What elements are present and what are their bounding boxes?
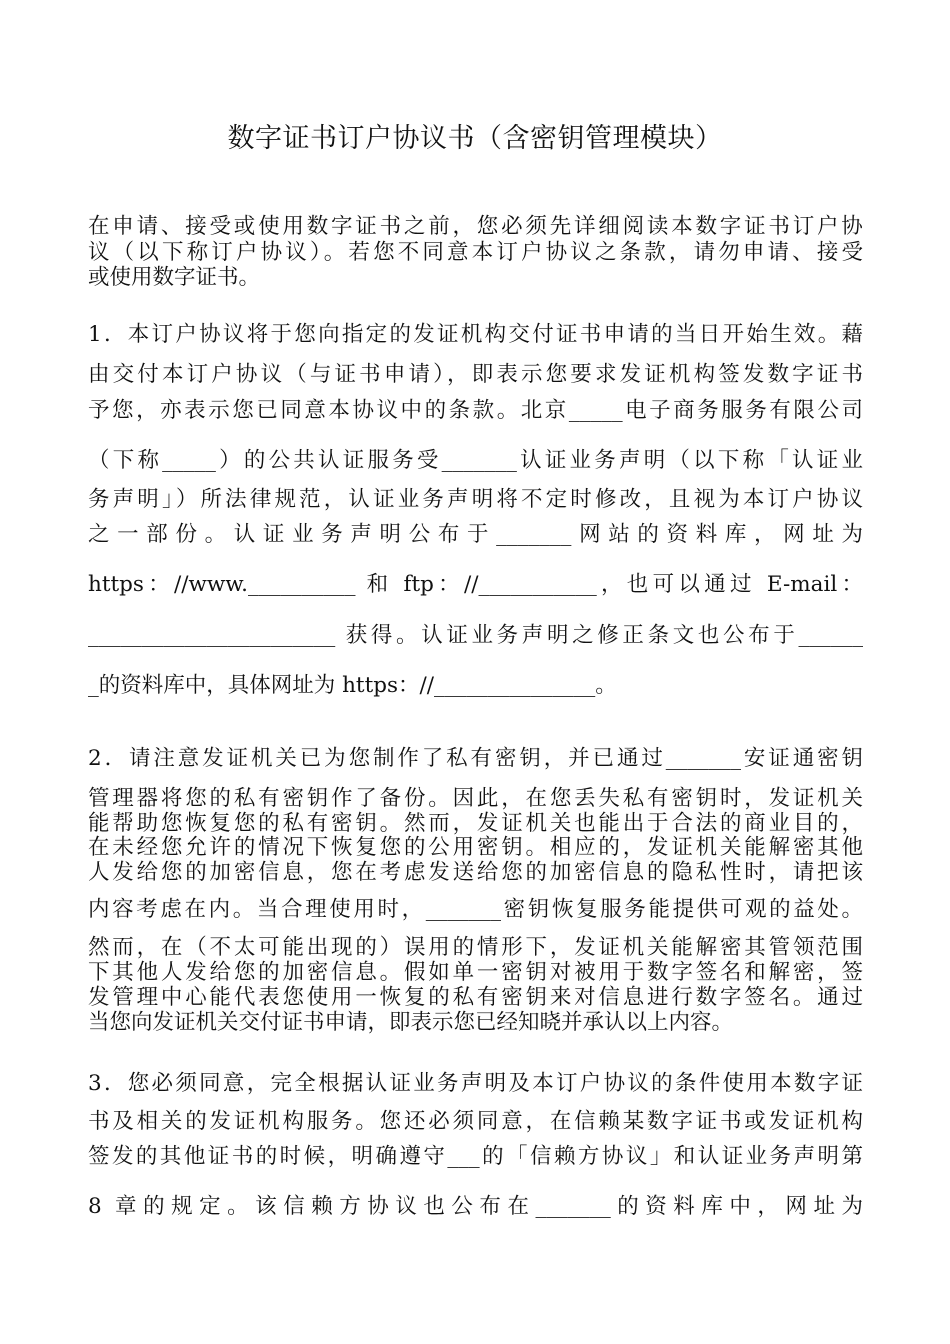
- intro-line: 或使用数字证书。: [88, 265, 261, 290]
- intro-line: 议（以下称订户协议）。若您不同意本订户协议之条款，请勿申请、接受: [88, 240, 863, 265]
- section-1-line: （下称_____）的公共认证服务受_______认证业务声明（以下称「认证业: [88, 448, 863, 473]
- section-3-line: 3．您必须同意，完全根据认证业务声明及本订户协议的条件使用本数字证: [88, 1071, 863, 1096]
- intro-line: 在申请、接受或使用数字证书之前，您必须先详细阅读本数字证书订户协: [88, 214, 863, 239]
- section-1-line: _______________________ 获得。认证业务声明之修正条文也公布于______: [88, 623, 863, 648]
- section-2-line: 2．请注意发证机关已为您制作了私有密钥，并已通过_______安证通密钥: [88, 746, 863, 771]
- section-1-line: 由交付本订户协议（与证书申请），即表示您要求发证机构签发数字证书: [88, 362, 863, 387]
- section-2-line: 下其他人发给您的加密信息。假如单一密钥对被用于数字签名和解密，签: [88, 960, 863, 985]
- section-2-line: 发管理中心能代表您使用一恢复的私有密钥来对信息进行数字签名。通过: [88, 985, 863, 1010]
- section-2-line: 内容考虑在内。当合理使用时，_______密钥恢复服务能提供可观的益处。: [88, 897, 863, 922]
- section-2-line: 当您向发证机关交付证书申请，即表示您已经知晓并承认以上内容。: [88, 1010, 734, 1035]
- section-1-line: _的资料库中，具体网址为 https：//_______________。: [88, 673, 617, 698]
- section-3-line: 书及相关的发证机构服务。您还必须同意，在信赖某数字证书或发证机构: [88, 1109, 863, 1134]
- section-1-line: https：//www.__________ 和 ftp：//___________，也可以通过 E-mail：: [88, 572, 863, 597]
- section-3-line: 8 章的规定。该信赖方协议也公布在_______的资料库中，网址为: [88, 1194, 863, 1219]
- section-2-line: 在未经您允许的情况下恢复您的公用密钥。相应的，发证机关能解密其他: [88, 835, 863, 860]
- section-2-line: 管理器将您的私有密钥作了备份。因此，在您丢失私有密钥时，发证机关: [88, 786, 863, 811]
- document-title: 数字证书订户协议书（含密钥管理模块）: [227, 123, 723, 154]
- section-3-line: 签发的其他证书的时候，明确遵守___的「信赖方协议」和认证业务声明第: [88, 1144, 863, 1169]
- section-2-line: 人发给您的加密信息，您在考虑发送给您的加密信息的隐私性时，请把该: [88, 860, 863, 885]
- section-2-line: 然而，在（不太可能出现的）误用的情形下，发证机关能解密其管领范围: [88, 935, 863, 960]
- section-1-line: 之一部份。认证业务声明公布于_______网站的资料库，网址为: [88, 522, 863, 547]
- section-2-line: 能帮助您恢复您的私有密钥。然而，发证机关也能出于合法的商业目的，: [88, 811, 863, 836]
- section-1-line: 予您，亦表示您已同意本协议中的条款。北京_____电子商务服务有限公司: [88, 398, 863, 423]
- section-1-line: 务声明」）所法律规范，认证业务声明将不定时修改，且视为本订户协议: [88, 487, 863, 512]
- section-1-line: 1．本订户协议将于您向指定的发证机构交付证书申请的当日开始生效。藉: [88, 322, 863, 347]
